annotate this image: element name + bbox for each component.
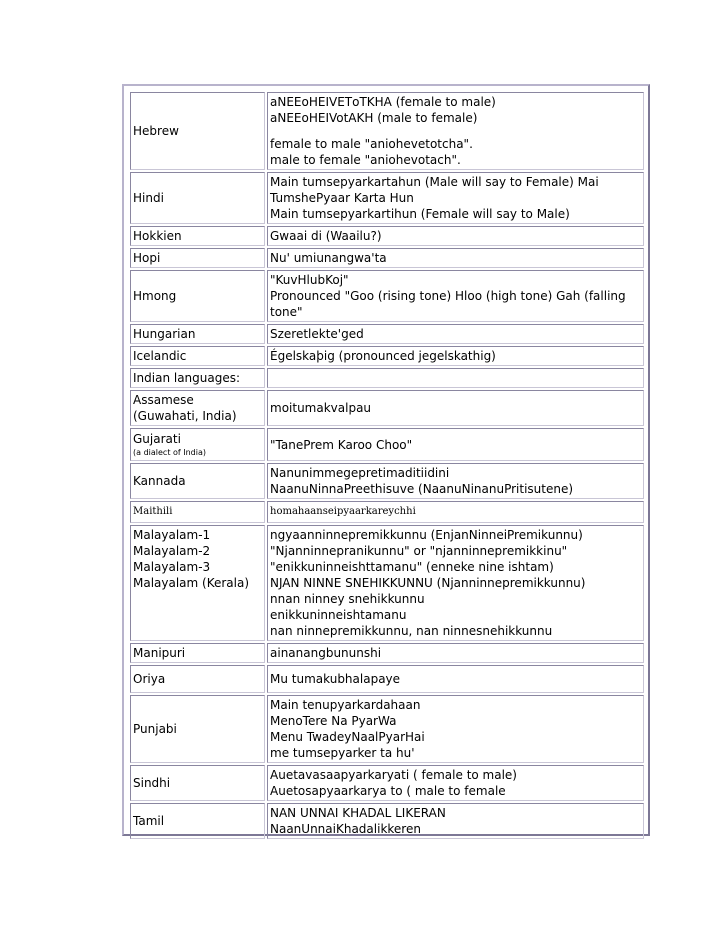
language-name: (Guwahati, India) xyxy=(133,409,237,423)
table-row xyxy=(130,803,644,839)
phrase-cell xyxy=(267,324,644,344)
phrase-cell xyxy=(267,346,644,366)
phrase-line: enikkuninneishtamanu xyxy=(270,608,407,622)
table-row xyxy=(130,525,644,641)
language-cell xyxy=(130,665,265,693)
phrase-line: Mu tumakubhalapaye xyxy=(270,672,401,686)
document-frame xyxy=(122,84,650,836)
table-row xyxy=(130,665,644,693)
phrase-cell xyxy=(267,463,644,499)
phrase-line: Égelskaþig (pronounced jegelskathig) xyxy=(270,349,496,363)
table-row xyxy=(130,501,644,523)
phrase-line: "enikkuninneishttamanu" (enneke nine ishtam) xyxy=(270,560,554,574)
language-cell xyxy=(130,346,265,366)
phrase-line: TumshePyaar Karta Hun xyxy=(270,191,414,205)
language-name: Manipuri xyxy=(133,646,186,660)
language-cell xyxy=(130,172,265,224)
language-name: Sindhi xyxy=(133,776,171,790)
phrase-line: male to female "aniohevotach". xyxy=(270,153,461,167)
phrase-line: "KuvHlubKoj" xyxy=(270,273,349,287)
table-row xyxy=(130,765,644,801)
phrase-cell xyxy=(267,92,644,170)
phrase-cell xyxy=(267,248,644,268)
table-row xyxy=(130,428,644,461)
language-table xyxy=(128,90,646,841)
phrase-line: nan ninnepremikkunnu, nan ninnesnehikkunnu xyxy=(270,624,553,638)
language-cell xyxy=(130,428,265,461)
language-cell xyxy=(130,390,265,426)
language-name: Hopi xyxy=(133,251,161,265)
table-row xyxy=(130,172,644,224)
language-name: Hmong xyxy=(133,289,177,303)
table-row xyxy=(130,346,644,366)
table-row xyxy=(130,248,644,268)
language-cell xyxy=(130,248,265,268)
phrase-line: ainanangbununshi xyxy=(270,646,382,660)
language-name: Malayalam-2 xyxy=(133,544,211,558)
phrase-cell xyxy=(267,525,644,641)
spacer xyxy=(270,126,641,136)
phrase-line: NaanUnnaiKhadalikkeren xyxy=(270,822,421,836)
phrase-cell xyxy=(267,390,644,426)
phrase-cell xyxy=(267,695,644,763)
language-name: Maithili xyxy=(133,506,173,517)
phrase-line: Nu' umiunangwa'ta xyxy=(270,251,387,265)
table-row xyxy=(130,270,644,322)
language-name: Hungarian xyxy=(133,327,196,341)
table-row xyxy=(130,226,644,246)
phrase-cell xyxy=(267,665,644,693)
language-name: Assamese xyxy=(133,393,194,407)
language-name: Oriya xyxy=(133,672,166,686)
language-table-body xyxy=(130,92,644,839)
language-cell xyxy=(130,226,265,246)
table-row xyxy=(130,368,644,388)
language-name: Punjabi xyxy=(133,722,177,736)
table-row xyxy=(130,324,644,344)
phrase-line: NJAN NINNE SNEHIKKUNNU (Njanninnepremikkunnu) xyxy=(270,576,586,590)
phrase-line: aNEEoHEIVotAKH (male to female) xyxy=(270,111,478,125)
language-note: (a dialect of India) xyxy=(133,448,206,457)
phrase-cell xyxy=(267,270,644,322)
phrase-cell xyxy=(267,765,644,801)
phrase-line: female to male "aniohevetotcha". xyxy=(270,137,473,151)
table-row xyxy=(130,643,644,663)
phrase-line: "TanePrem Karoo Choo" xyxy=(270,437,413,452)
phrase-line: ngyaanninnepremikkunnu (EnjanNinneiPremikunnu) xyxy=(270,528,583,542)
language-name: Hebrew xyxy=(133,124,179,138)
phrase-line: homahaanseipyaarkareychhi xyxy=(270,506,416,517)
language-cell xyxy=(130,643,265,663)
phrase-cell xyxy=(267,428,644,461)
language-cell xyxy=(130,803,265,839)
table-row xyxy=(130,695,644,763)
phrase-line: "Njanninnepranikunnu" or "njanninnepremikkinu" xyxy=(270,544,568,558)
phrase-line: MenoTere Na PyarWa xyxy=(270,714,397,728)
language-cell xyxy=(130,270,265,322)
language-cell xyxy=(130,92,265,170)
phrase-line: NaanuNinnaPreethisuve (NaanuNinanuPritisutene) xyxy=(270,482,574,496)
phrase-cell xyxy=(267,368,644,388)
language-cell xyxy=(130,463,265,499)
language-name: Malayalam-1 xyxy=(133,528,211,542)
language-name: Gujarati xyxy=(133,432,181,446)
phrase-line: Nanunimmegepretimaditiidini xyxy=(270,466,450,480)
phrase-line: Gwaai di (Waailu?) xyxy=(270,229,382,243)
language-name: Hindi xyxy=(133,191,164,205)
table-row xyxy=(130,390,644,426)
language-cell xyxy=(130,501,265,523)
phrase-line: aNEEoHEIVETоTKHA (female to male) xyxy=(270,95,496,109)
phrase-line: Szeretlekte'ged xyxy=(270,327,364,341)
phrase-cell xyxy=(267,501,644,523)
phrase-cell xyxy=(267,643,644,663)
language-name: Indian languages: xyxy=(133,371,241,385)
phrase-line: Auetosapyaarkarya to ( male to female xyxy=(270,784,506,798)
language-name: Icelandic xyxy=(133,349,187,363)
phrase-line: me tumsepyarker ta hu' xyxy=(270,746,415,760)
phrase-line: Main tenupyarkardahaan xyxy=(270,698,421,712)
phrase-line: Main tumsepyarkartahun (Male will say to Female) Mai xyxy=(270,175,599,189)
phrase-line: nnan ninney snehikkunnu xyxy=(270,592,425,606)
phrase-cell xyxy=(267,803,644,839)
phrase-line: Pronounced "Goo (rising tone) Hloo (high tone) Gah (falling tone" xyxy=(270,289,626,319)
language-name: Malayalam-3 xyxy=(133,560,211,574)
table-row xyxy=(130,463,644,499)
language-cell xyxy=(130,765,265,801)
table-row xyxy=(130,92,644,170)
language-name: Kannada xyxy=(133,474,186,488)
phrase-line: Main tumsepyarkartihun (Female will say to Male) xyxy=(270,207,570,221)
phrase-line: moitumakvalpau xyxy=(270,401,372,415)
language-cell xyxy=(130,324,265,344)
language-cell xyxy=(130,525,265,641)
phrase-line: Auetavasaapyarkaryati ( female to male) xyxy=(270,768,517,782)
phrase-cell xyxy=(267,226,644,246)
phrase-line: NAN UNNAI KHADAL LIKERAN xyxy=(270,806,446,820)
language-cell xyxy=(130,368,265,388)
phrase-cell xyxy=(267,172,644,224)
language-name: Tamil xyxy=(133,814,165,828)
language-name: Malayalam (Kerala) xyxy=(133,576,250,590)
phrase-line: Menu TwadeyNaalPyarHai xyxy=(270,730,425,744)
language-name: Hokkien xyxy=(133,229,182,243)
language-cell xyxy=(130,695,265,763)
